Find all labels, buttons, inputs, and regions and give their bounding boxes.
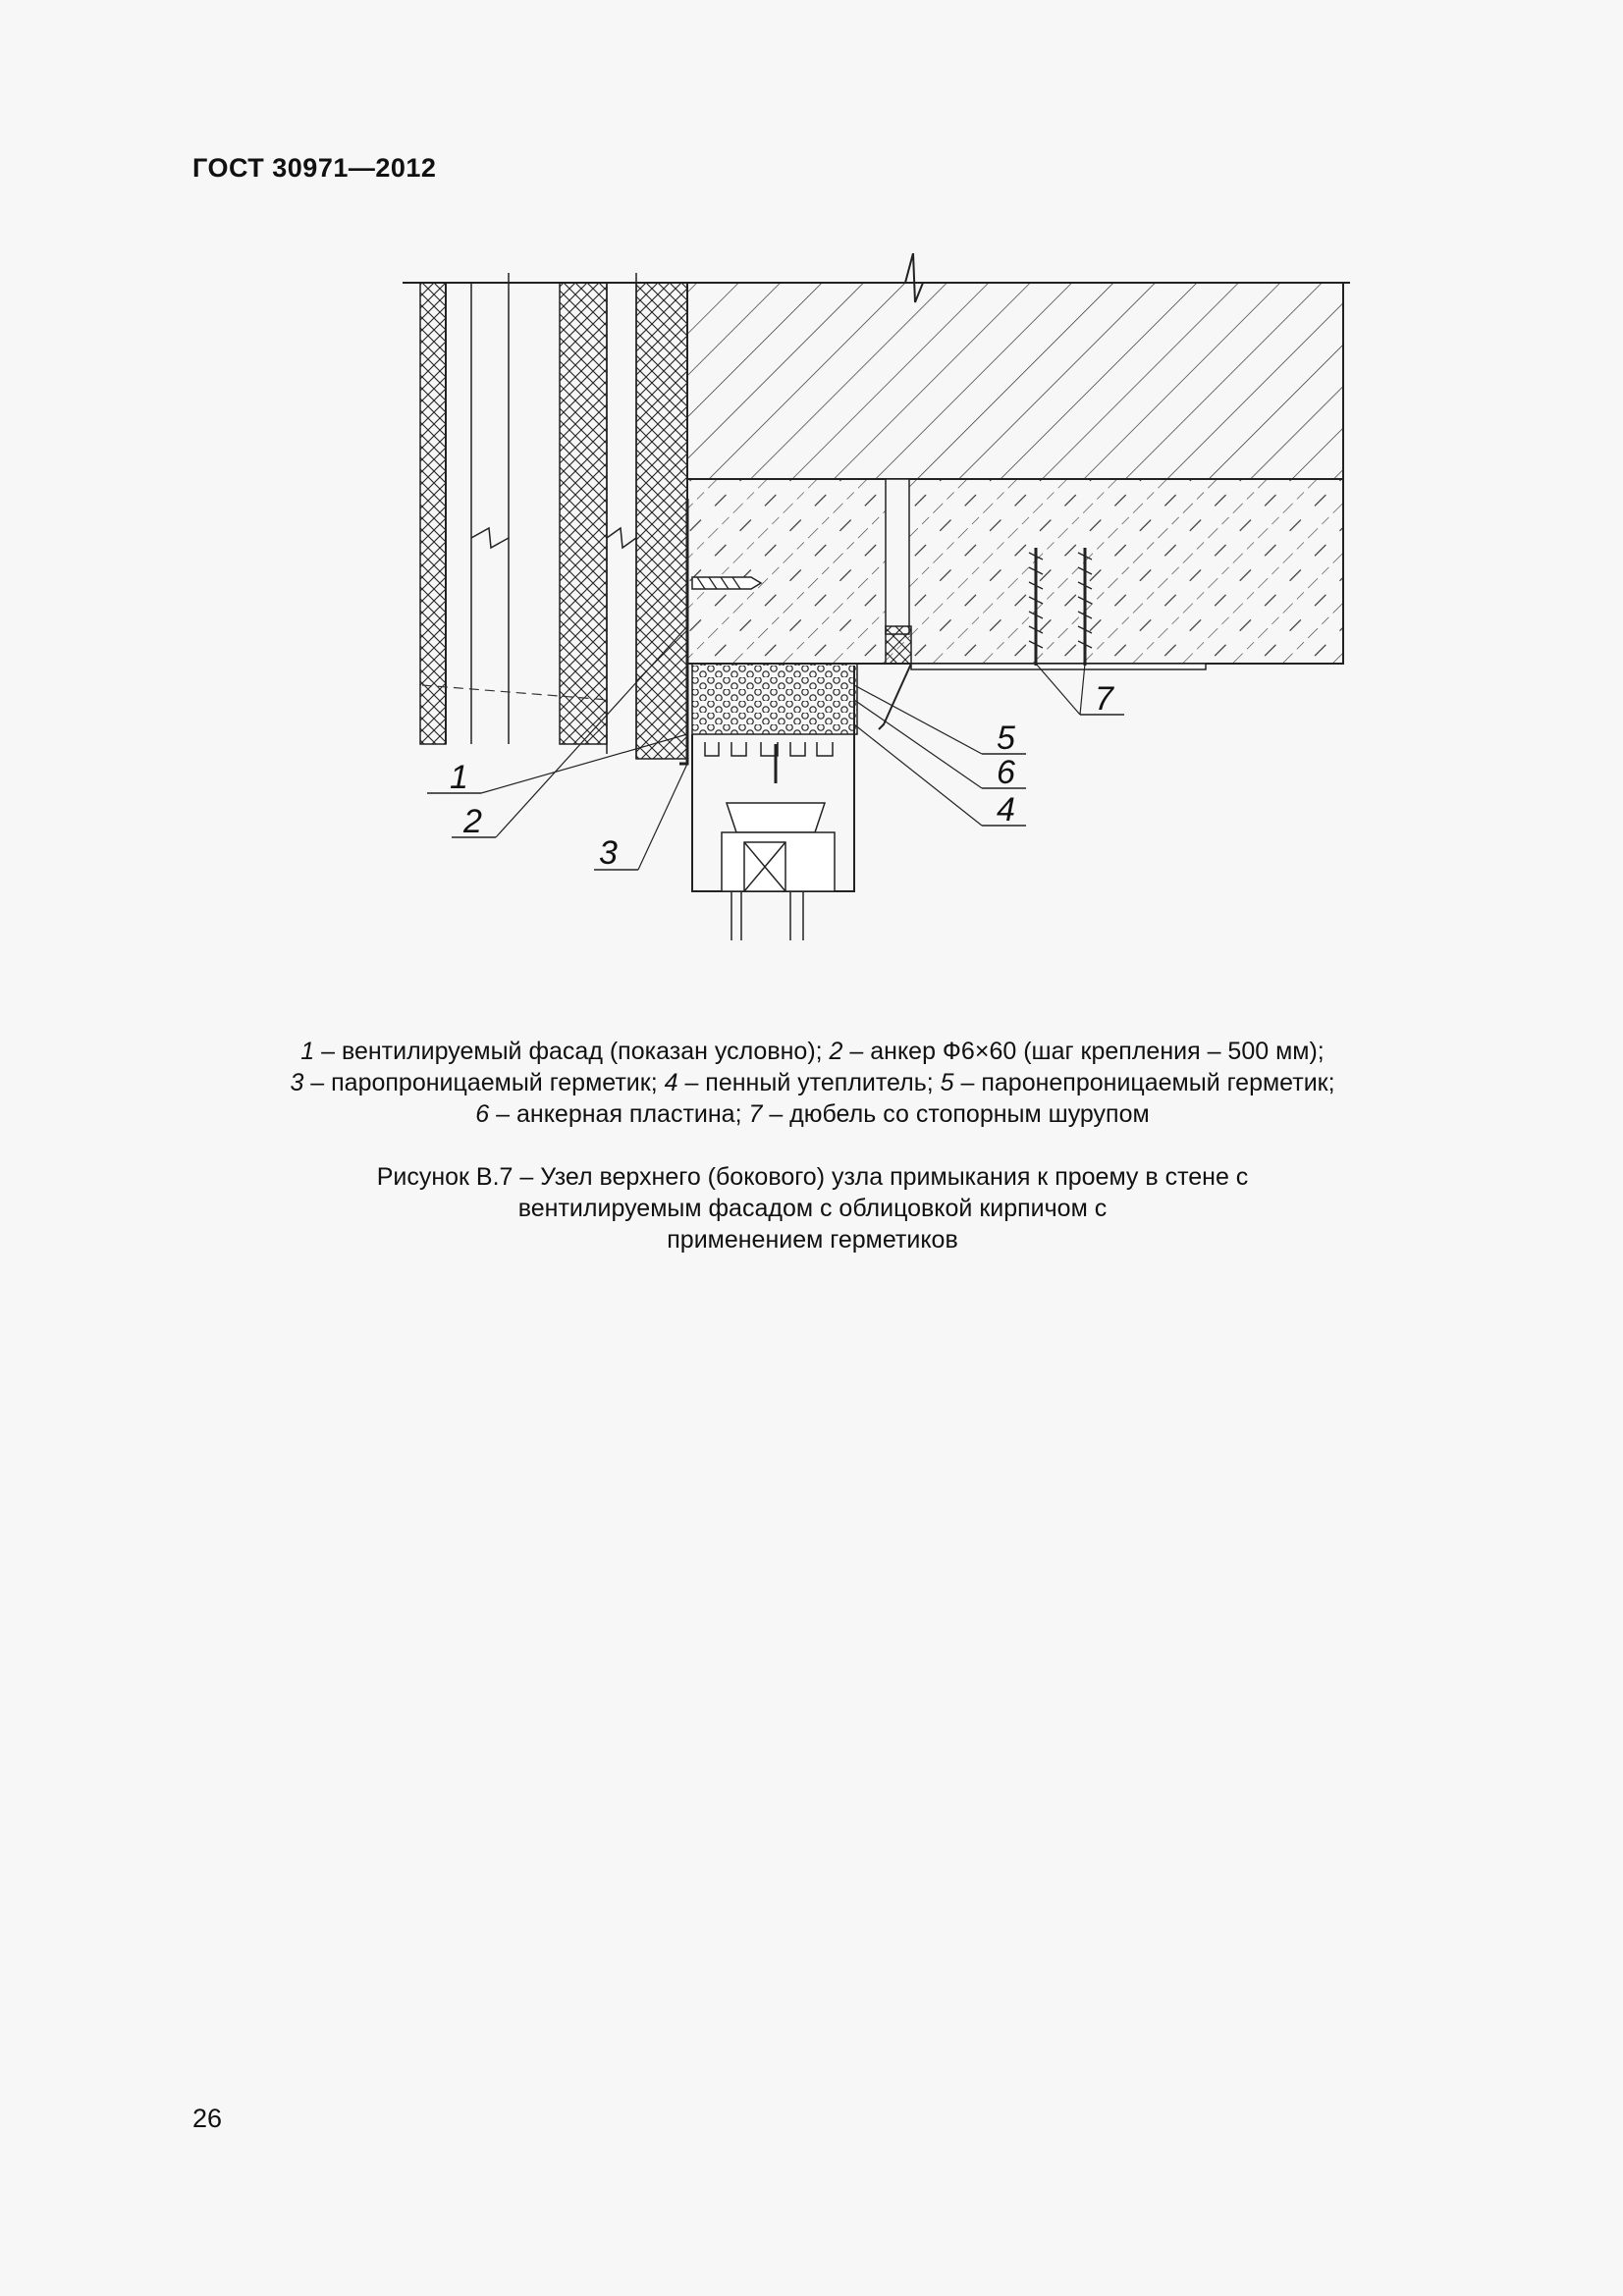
- legend-line-2: [196, 1067, 1429, 1098]
- figure-legend: [196, 1036, 1429, 1130]
- technical-drawing: [393, 253, 1375, 960]
- legend-num: 7: [748, 1100, 763, 1128]
- caption-line-1: Рисунок В.7 – Узел верхнего (бокового) узла примыкания к проему в стене с: [376, 1163, 1249, 1191]
- callout-6: 6: [997, 754, 1015, 791]
- legend-text: – анкер Ф6×60 (шаг крепления – 500 мм);: [842, 1038, 1325, 1065]
- legend-num: 4: [664, 1069, 678, 1096]
- legend-text: – паронепроницаемый герметик;: [953, 1069, 1335, 1096]
- legend-line-1: [196, 1036, 1429, 1067]
- legend-line-3: [196, 1098, 1429, 1130]
- caption-line-3: применением герметиков: [667, 1226, 958, 1254]
- document-header: ГОСТ 30971—2012: [192, 153, 437, 183]
- callout-7: 7: [1095, 680, 1113, 718]
- legend-text: – паропроницаемый герметик;: [303, 1069, 665, 1096]
- ventilated-facade: [420, 273, 687, 759]
- concrete-lintel: [687, 479, 1343, 664]
- callout-2: 2: [463, 803, 482, 840]
- masonry-wall: [687, 283, 1343, 479]
- legend-num: 1: [300, 1038, 315, 1065]
- callout-4: 4: [997, 791, 1015, 828]
- page-number: 26: [192, 2104, 223, 2133]
- legend-num: 5: [940, 1069, 954, 1096]
- legend-text: – вентилируемый фасад (показан условно);: [314, 1038, 830, 1065]
- legend-num: 6: [475, 1100, 490, 1128]
- caption-line-2: вентилируемым фасадом с облицовкой кирпичом с: [517, 1195, 1108, 1222]
- foam-insulation: [692, 664, 857, 734]
- legend-num: 3: [290, 1069, 304, 1096]
- callout-3: 3: [599, 834, 618, 872]
- legend-text: – пенный утеплитель;: [677, 1069, 941, 1096]
- legend-text: – дюбель со стопорным шурупом: [762, 1100, 1150, 1128]
- figure-caption: [196, 1161, 1429, 1255]
- legend-text: – анкерная пластина;: [489, 1100, 749, 1128]
- callout-5: 5: [997, 720, 1015, 757]
- callout-1: 1: [450, 759, 468, 796]
- legend-num: 2: [829, 1038, 843, 1065]
